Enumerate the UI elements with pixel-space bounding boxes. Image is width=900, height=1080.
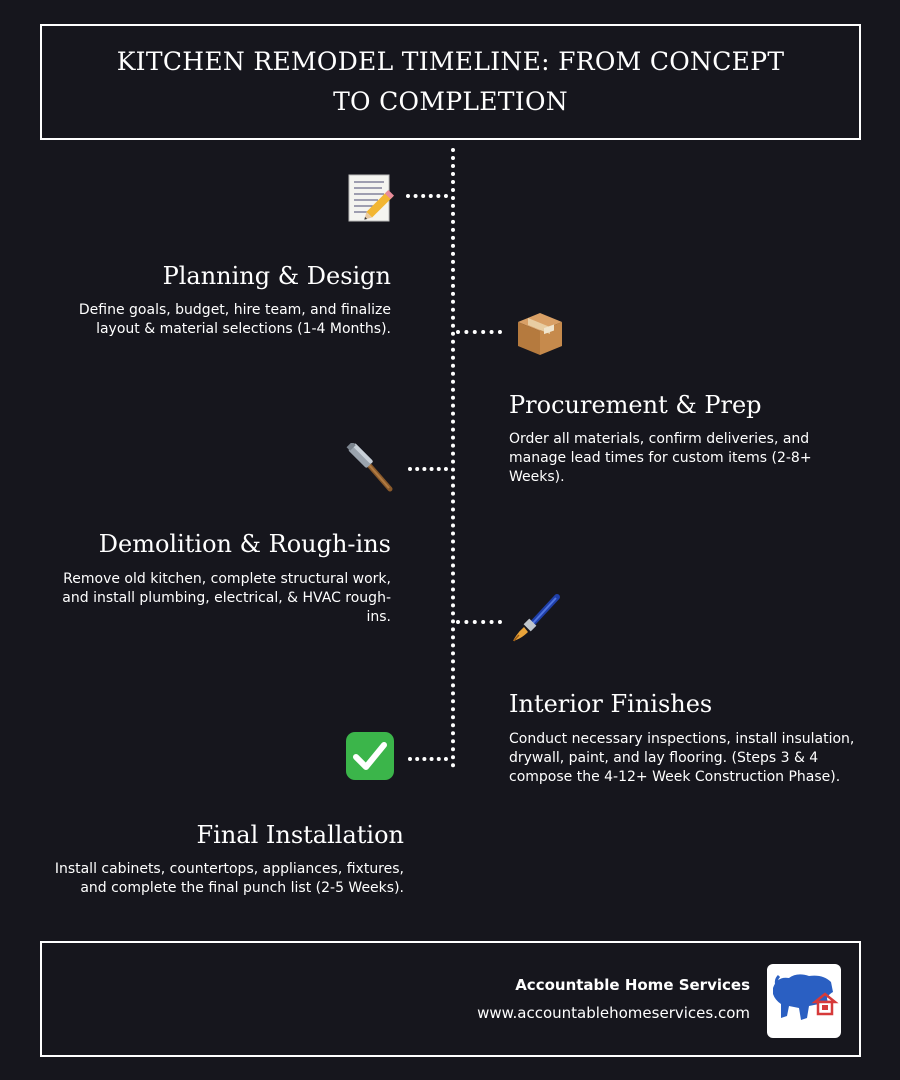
check-mark-icon — [344, 730, 396, 782]
connector-step-1 — [406, 194, 448, 198]
memo-pencil-icon — [346, 172, 398, 224]
step-desc-procurement: Order all materials, confirm deliveries, and manage lead times for custom items (2-8+ Weeks). — [509, 431, 812, 485]
connector-step-4 — [456, 620, 502, 624]
connector-step-3 — [408, 467, 448, 471]
step-title-final: Final Installation — [196, 821, 404, 849]
company-name: Accountable Home Services — [515, 976, 750, 994]
hammer-icon — [344, 443, 396, 495]
step-desc-planning: Define goals, budget, hire team, and finalize layout & material selections (1-4 Months). — [78, 302, 391, 337]
timeline-line — [451, 148, 455, 768]
step-title-demolition: Demolition & Rough-ins — [98, 530, 391, 558]
paintbrush-icon — [509, 593, 561, 645]
footer-box — [40, 941, 861, 1057]
page-title: KITCHEN REMODEL TIMELINE: FROM CONCEPT TO COMPLETION — [116, 47, 785, 116]
step-title-interior: Interior Finishes — [509, 690, 713, 718]
step-title-planning: Planning & Design — [162, 262, 391, 290]
company-logo — [767, 964, 841, 1038]
connector-step-2 — [456, 330, 502, 334]
title-box — [40, 24, 861, 140]
step-desc-final: Install cabinets, countertops, appliances, fixtures, and complete the final punch list (2-5 Weeks). — [54, 861, 404, 896]
buffalo-house-logo — [767, 964, 841, 1038]
step-title-procurement: Procurement & Prep — [509, 391, 762, 419]
connector-step-5 — [408, 757, 448, 761]
company-url: www.accountablehomeservices.com — [477, 1004, 750, 1022]
step-desc-interior: Conduct necessary inspections, install insulation, drywall, paint, and lay flooring. (Steps 3 & 4 compose the 4-12+ Week Construction Phase). — [509, 731, 855, 785]
step-desc-demolition: Remove old kitchen, complete structural work, and install plumbing, electrical, & HVAC rough-ins. — [62, 571, 391, 625]
package-box-icon — [514, 307, 566, 359]
